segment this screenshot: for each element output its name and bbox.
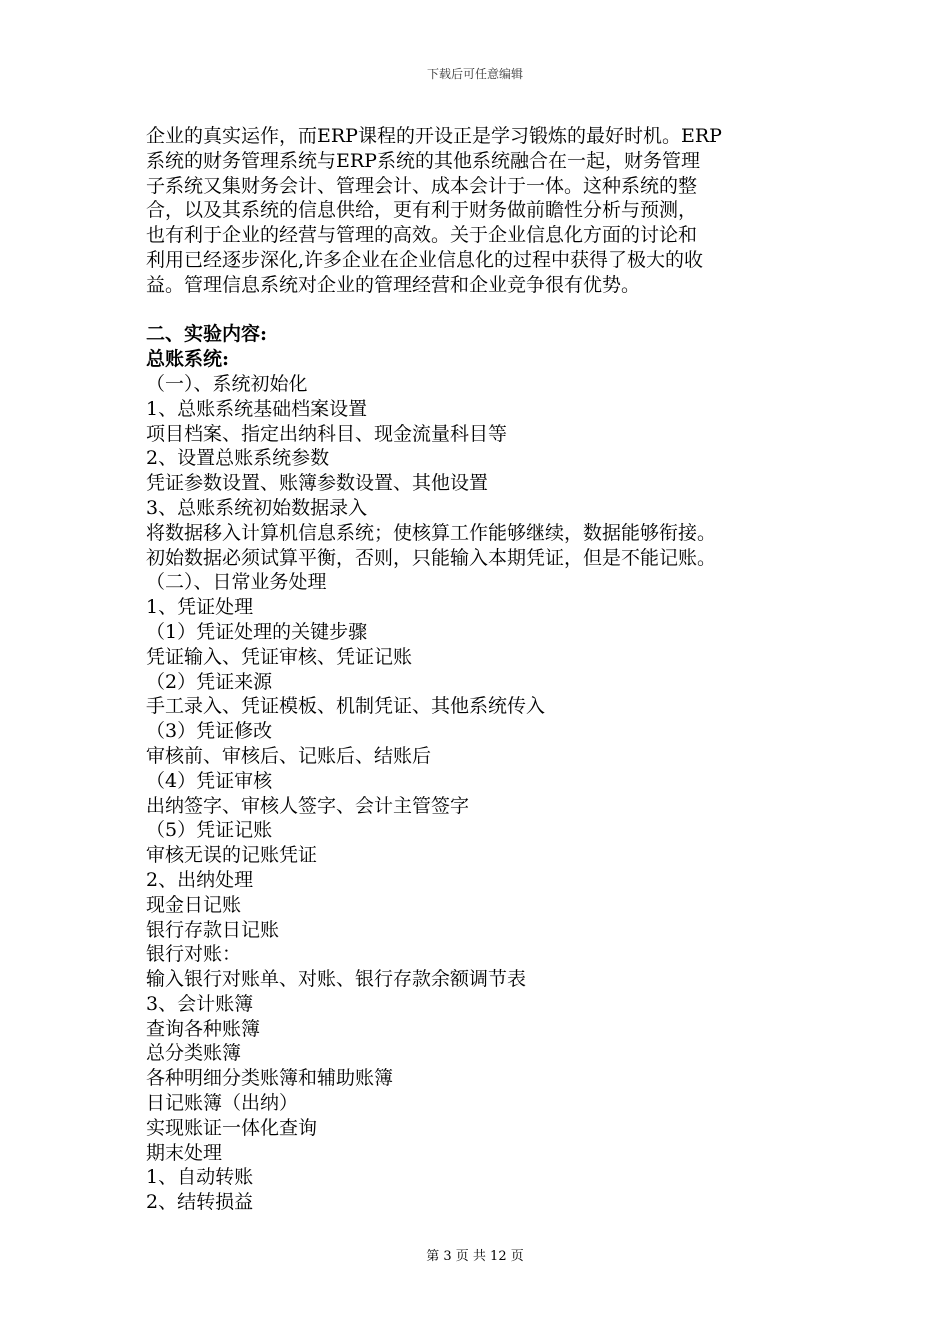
blank-line — [146, 298, 810, 323]
content-line: 各种明细分类账簿和辅助账簿 — [146, 1067, 394, 1090]
content-line: （一）、系统初始化 — [146, 372, 308, 395]
content-line: 总分类账簿 — [146, 1042, 242, 1065]
content-line: （二）、日常业务处理 — [146, 571, 327, 594]
content-line: 项目档案、指定出纳科目、现金流量科目等 — [146, 422, 508, 445]
content-line: 查询各种账簿 — [146, 1017, 261, 1040]
intro-line: 也有利于企业的经营与管理的高效。关于企业信息化方面的讨论和 — [146, 224, 698, 247]
content-line: 1、凭证处理 — [146, 596, 254, 619]
content-line: 日记账簿（出纳） — [146, 1092, 299, 1115]
content-line: （5）凭证记账 — [146, 819, 273, 842]
intro-line: 子系统又集财务会计、管理会计、成本会计于一体。这种系统的整 — [146, 174, 698, 197]
content-line: （4）凭证审核 — [146, 769, 273, 792]
content-line: 实现账证一体化查询 — [146, 1116, 318, 1139]
content-line: 2、结转损益 — [146, 1191, 254, 1214]
content-line: 银行存款日记账 — [146, 918, 280, 941]
content-line: 1、总账系统基础档案设置 — [146, 397, 368, 420]
document-body — [146, 124, 810, 1215]
content-line: 期末处理 — [146, 1141, 223, 1164]
content-line: 2、设置总账系统参数 — [146, 447, 330, 470]
content-line: 手工录入、凭证模板、机制凭证、其他系统传入 — [146, 695, 546, 718]
intro-line: 系统的财务管理系统与ERP系统的其他系统融合在一起，财务管理 — [146, 149, 700, 172]
content-line: 银行对账： — [146, 943, 242, 966]
content-line: 出纳签字、审核人签字、会计主管签字 — [146, 794, 470, 817]
page-footer: 第 3 页 共 12 页 — [426, 1249, 524, 1264]
content-line: 3、总账系统初始数据录入 — [146, 496, 368, 519]
content-line: 现金日记账 — [146, 893, 242, 916]
intro-line: 合，以及其系统的信息供给，更有利于财务做前瞻性分析与预测， — [146, 199, 698, 222]
content-line: 凭证输入、凭证审核、凭证记账 — [146, 645, 413, 668]
intro-line: 企业的真实运作，而ERP课程的开设正是学习锻炼的最好时机。ERP — [146, 125, 722, 147]
content-line: （1）凭证处理的关键步骤 — [146, 620, 368, 643]
content-line: 初始数据必须试算平衡，否则，只能输入本期凭证，但是不能记账。 — [146, 546, 717, 569]
content-line: 审核无误的记账凭证 — [146, 844, 318, 867]
intro-line: 利用已经逐步深化,许多企业在企业信息化的过程中获得了极大的收 — [146, 248, 704, 271]
content-line: 1、自动转账 — [146, 1166, 254, 1189]
content-line: 输入银行对账单、对账、银行存款余额调节表 — [146, 968, 527, 991]
content-line: 3、会计账簿 — [146, 992, 254, 1015]
content-line: 凭证参数设置、账簿参数设置、其他设置 — [146, 472, 489, 495]
content-lines — [146, 372, 810, 1215]
content-line: （2）凭证来源 — [146, 670, 273, 693]
page-header: 下载后可任意编辑 — [426, 67, 523, 81]
content-line: （3）凭证修改 — [146, 720, 273, 743]
intro-line: 益。管理信息系统对企业的管理经营和企业竞争很有优势。 — [146, 273, 641, 296]
content-line: 审核前、审核后、记账后、结账后 — [146, 744, 432, 767]
section-heading: 二、实验内容: — [146, 323, 268, 346]
intro-paragraph — [146, 124, 810, 298]
content-line: 2、出纳处理 — [146, 868, 254, 891]
subsection-heading: 总账系统: — [146, 348, 230, 371]
content-line: 将数据移入计算机信息系统；使核算工作能够继续，数据能够衔接。 — [146, 521, 717, 544]
